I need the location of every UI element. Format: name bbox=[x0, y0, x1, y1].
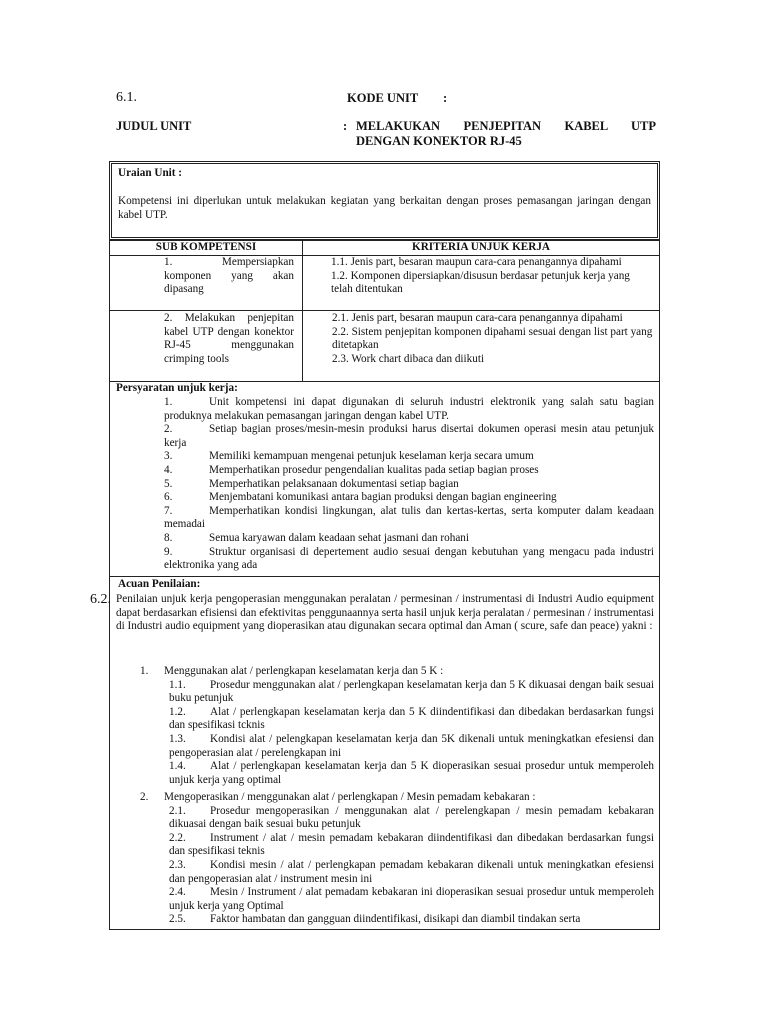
kriteria-1-1: 1.1. Jenis part, besaran maupun cara-cara penangannya dipahami bbox=[331, 256, 622, 268]
list-item: 1.2. Alat / perlengkapan keselamatan kerja dan 5 K diindentifikasi dan dibedakan berdasarkan fungsi dan spesifikasi tcknis bbox=[169, 705, 654, 732]
table-header-kriteria: KRITERIA UNJUK KERJA bbox=[412, 241, 550, 253]
list-item: 2.1. Prosedur mengoperasikan / menggunakan alat / perelengkapan / mesin pemadam kebakaran dikuasai dengan baik sesuai buku petunjuk bbox=[169, 804, 654, 831]
kriteria-2-3: 2.3. Work chart dibaca dan diikuti bbox=[332, 352, 485, 365]
table-header-sub-kompetensi: SUB KOMPETENSI bbox=[155, 241, 257, 253]
section-number-6-2: 6.2. bbox=[90, 592, 111, 607]
judul-unit-colon: : bbox=[343, 119, 348, 133]
list-item: 8. Semua karyawan dalam keadaan sehat jasmani dan rohani bbox=[164, 531, 470, 544]
acuan-intro: Penilaian unjuk kerja pengoperasian menggunakan peralatan / permesinan / instrumentasi di Industri Audio equipment dapat berdasarkan efisiensi dan efektivitas penggunaannya serta hasil unjuk kerja peralatan / permesinan / instrumentasi di Industri audio equipment yang dioperasikan atau digunakan secara optimal dan Aman ( scure, safe dan peace) yakni : bbox=[116, 593, 654, 633]
judul-unit-line1: MELAKUKAN PENJEPITAN KABEL UTP bbox=[356, 119, 656, 133]
acuan-title: Acuan Penilaian: bbox=[118, 578, 201, 590]
list-item: 2.5. Faktor hambatan dan gangguan diindentifikasi, disikapi dan diambil tindakan serta bbox=[169, 913, 581, 926]
judul-unit-label: JUDUL UNIT bbox=[116, 119, 192, 133]
list-item: 1.1. Prosedur menggunakan alat / perlengkapan keselamatan kerja dan 5 K dikuasai dengan baik sesuai buku petunjuk bbox=[169, 678, 654, 705]
uraian-title: Uraian Unit : bbox=[118, 167, 183, 179]
list-item: 4. Memperhatikan prosedur pengendalian kualitas pada setiap bagian proses bbox=[164, 463, 539, 476]
list-item: 1.4. Alat / perlengkapan keselamatan kerja dan 5 K dioperasikan sesuai prosedur untuk memperoleh unjuk kerja yang optimal bbox=[169, 760, 654, 786]
kriteria-2-1: 2.1. Jenis part, besaran maupun cara-cara penangannya dipahami bbox=[332, 312, 623, 324]
sub-kompetensi-2: 2. Melakukan penjepitan kabel UTP dengan konektor RJ-45 menggunakan crimping tools bbox=[164, 312, 294, 365]
list-item: 5. Memperhatikan pelaksanaan dokumentasi setiap bagian bbox=[164, 477, 459, 490]
persyaratan-list bbox=[164, 396, 654, 573]
kriteria-2-2: 2.2. Sistem penjepitan komponen dipahami sesuai dengan list part yang ditetapkan bbox=[332, 325, 653, 352]
judul-unit-line2: DENGAN KONEKTOR RJ-45 bbox=[356, 134, 522, 148]
kriteria-cell-2 bbox=[332, 312, 654, 366]
table-row bbox=[164, 256, 294, 297]
sub-kompetensi-1: 1. Mempersiapkan komponen yang akan dipasang bbox=[164, 256, 294, 296]
list-item: 1. Unit kompetensi ini dapat digunakan di seluruh industri elektronik yang salah satu bagian produknya melakukan pemasangan jaringan dengan kabel UTP. bbox=[164, 396, 654, 422]
kriteria-cell-1 bbox=[331, 256, 653, 297]
kriteria-1-2: 1.2. Komponen dipersiapkan/disusun berdasar petunjuk kerja yang telah ditentukan bbox=[331, 269, 630, 296]
list-item: 7. Memperhatikan kondisi lingkungan, alat tulis dan kertas-kertas, serta komputer dalam keadaan memadai bbox=[164, 504, 654, 531]
main-content-box bbox=[109, 240, 660, 930]
list-item: 2.2. Instrument / alat / mesin pemadam kebakaran diindentifikasi dan dibedakan berdasarkan fungsi dan spesifikasi teknis bbox=[169, 831, 654, 858]
list-item: 2.4. Mesin / Instrument / alat pemadam kebakaran ini dioperasikan sesuai prosedur untuk memperoleh unjuk kerja yang Optimal bbox=[169, 886, 654, 912]
section-number: 6.1. bbox=[116, 90, 137, 105]
list-item: 9. Struktur organisasi di depertement audio sesuai dengan kebutuhan yang mengacu pada industri elektronika yang ada bbox=[164, 545, 654, 572]
list-item: 2. Setiap bagian proses/mesin-mesin produksi harus disertai dokumen operasi mesin atau petunjuk kerja bbox=[164, 423, 654, 449]
table-row bbox=[164, 312, 294, 366]
uraian-text: Kompetensi ini diperlukan untuk melakukan kegiatan yang berkaitan dengan proses pemasangan jaringan dengan kabel UTP. bbox=[118, 195, 651, 221]
kode-unit-colon: : bbox=[443, 91, 448, 105]
list-item: 2.3. Kondisi mesin / alat / perlengkapan pemadam kebakaran dikenali untuk meningkatkan efesiensi dan pengoperasian alat / instrument mesin ini bbox=[169, 858, 654, 885]
kode-unit-label: KODE UNIT bbox=[347, 91, 419, 105]
acuan-section-2: 2. Mengoperasikan / menggunakan alat / perlengkapan / Mesin pemadam kebakaran : 2.1. Prosedur mengoperasikan / menggunakan alat / perelengkapan / mesin pemadam kebakaran dikuasai dengan baik sesuai buku petunjuk 2.2. Instrument / alat / mesin pemadam kebakaran diindentifikasi dan dibedakan berdasarkan fungsi dan spesifikasi teknis 2.3. Kondisi mesin / alat / perlengkapan pemadam kebakaran dikenali untuk meningkatkan efesiensi dan pengoperasian alat / instrument mesin ini 2.4. Mesin / Instrument / alat pemadam kebakaran ini dioperasikan sesuai prosedur untuk memperoleh unjuk kerja yang Optimal 2.5. Faktor hambatan dan gangguan diindentifikasi, disikapi dan diambil tindakan serta bbox=[140, 791, 654, 926]
list-item: 3. Memiliki kemampuan mengenai petunjuk keselaman kerja secara umum bbox=[164, 450, 534, 463]
persyaratan-title: Persyaratan unjuk kerja: bbox=[116, 382, 238, 394]
list-item: 1.3. Kondisi alat / pelengkapan keselamatan kerja dan 5K dikenali untuk meningkatkan efesiensi dan pengoperasian alat / perelengkapan ini bbox=[169, 732, 654, 759]
uraian-box bbox=[109, 161, 660, 240]
acuan-section-1: 1. Menggunakan alat / perlengkapan keselamatan kerja dan 5 K : 1.1. Prosedur menggunakan alat / perlengkapan keselamatan kerja dan 5 K dikuasai dengan baik sesuai buku petunjuk 1.2. Alat / perlengkapan keselamatan kerja dan 5 K diindentifikasi dan dibedakan berdasarkan fungsi dan spesifikasi tcknis 1.3. Kondisi alat / pelengkapan keselamatan kerja dan 5K dikenali untuk meningkatkan efesiensi dan pengoperasian alat / perelengkapan ini 1.4. Alat / perlengkapan keselamatan kerja dan 5 K dioperasikan sesuai prosedur untuk memperoleh unjuk kerja yang optimal bbox=[140, 665, 654, 786]
list-item: 6. Menjembatani komunikasi antara bagian produksi dengan bagian engineering bbox=[164, 491, 557, 504]
